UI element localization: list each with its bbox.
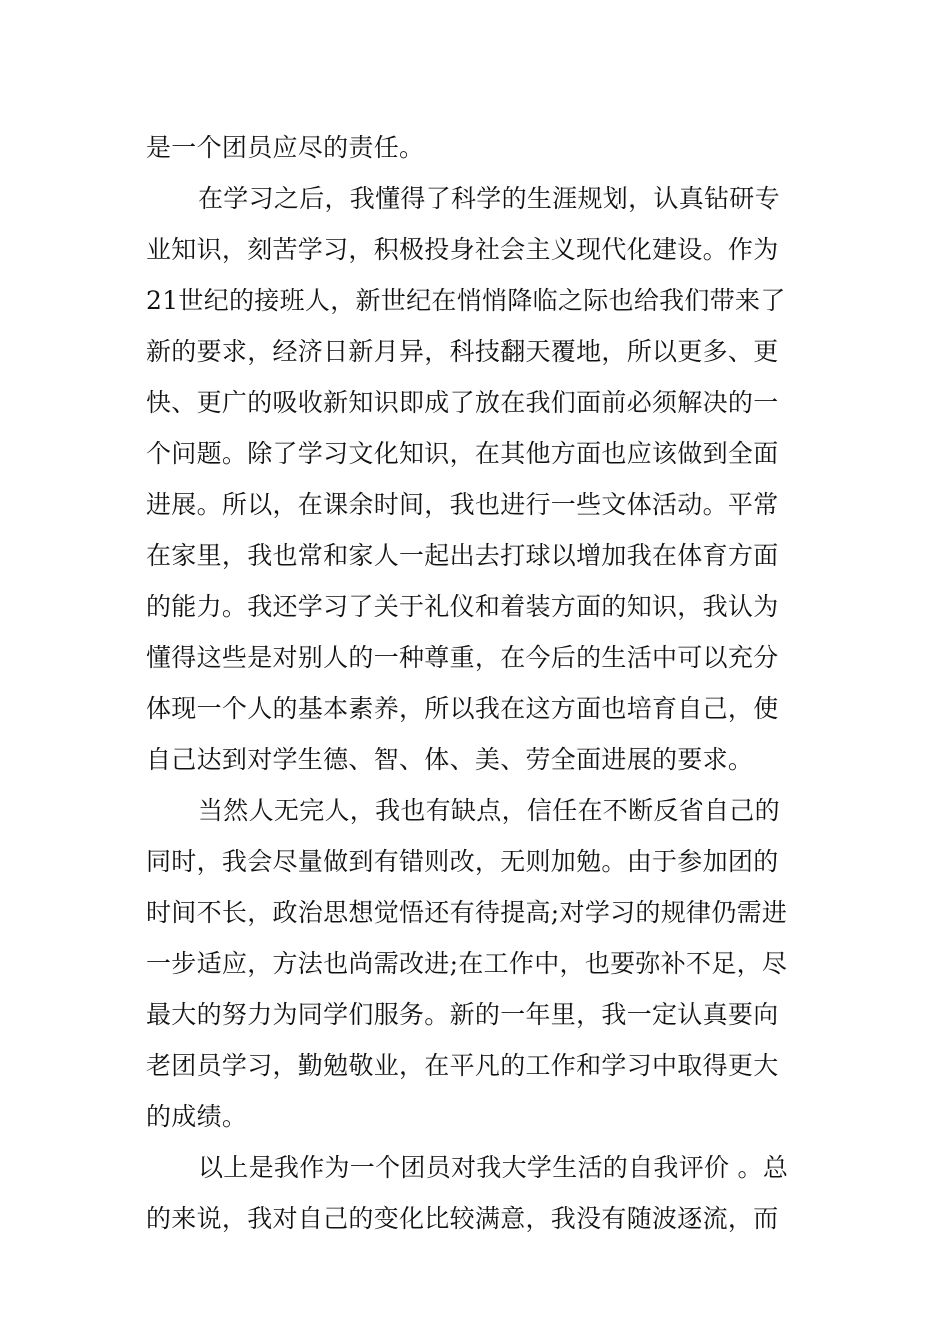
text-line: 一步适应，方法也尚需改进;在工作中，也要弥补不足，尽 [146, 949, 788, 978]
text-line: 是一个团员应尽的责任。 [146, 133, 425, 162]
text-line: 新的要求，经济日新月异，科技翻天覆地，所以更多、更 [146, 337, 779, 366]
text-line: 最大的努力为同学们服务。新的一年里，我一定认真要向 [146, 1000, 779, 1029]
text-line: 的能力。我还学习了关于礼仪和着装方面的知识，我认为 [146, 592, 779, 621]
document-body [146, 122, 806, 1244]
text-line: 当然人无完人，我也有缺点，信任在不断反省自己的 [198, 796, 780, 825]
text-line: 21世纪的接班人，新世纪在悄悄降临之际也给我们带来了 [146, 286, 786, 315]
text-line: 懂得这些是对别人的一种尊重，在今后的生活中可以充分 [146, 643, 779, 672]
text-line: 老团员学习，勤勉敬业，在平凡的工作和学习中取得更大 [146, 1051, 779, 1080]
text-line: 快、更广的吸收新知识即成了放在我们面前必须解决的一 [146, 388, 779, 417]
text-line: 进展。所以，在课余时间，我也进行一些文体活动。平常 [146, 490, 779, 519]
text-line: 在学习之后，我懂得了科学的生涯规划，认真钻研专 [198, 184, 780, 213]
text-line: 在家里，我也常和家人一起出去打球以增加我在体育方面 [146, 541, 779, 570]
text-line: 的成绩。 [146, 1102, 248, 1131]
text-line: 以上是我作为一个团员对我大学生活的自我评价 。总 [198, 1153, 789, 1182]
text-line: 的来说，我对自己的变化比较满意，我没有随波逐流，而 [146, 1204, 779, 1233]
text-line: 体现一个人的基本素养，所以我在这方面也培育自己，使 [146, 694, 779, 723]
text-line: 个问题。除了学习文化知识，在其他方面也应该做到全面 [146, 439, 779, 468]
text-line: 自己达到对学生德、智、体、美、劳全面进展的要求。 [146, 745, 754, 774]
text-line: 时间不长，政治思想觉悟还有待提高;对学习的规律仍需进 [146, 898, 788, 927]
text-line: 业知识，刻苦学习，积极投身社会主义现代化建设。作为 [146, 235, 779, 264]
text-line: 同时，我会尽量做到有错则改，无则加勉。由于参加团的 [146, 847, 779, 876]
